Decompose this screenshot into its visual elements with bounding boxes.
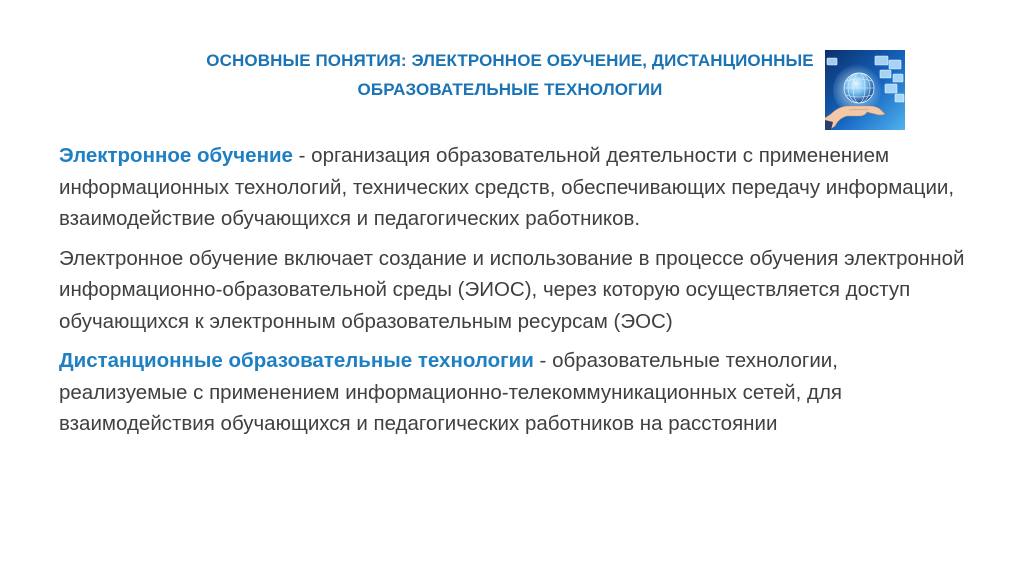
definition-distance-tech: - образовательные технологии, реализуемые с применением информационно-телекоммуникационных сетей, для взаимодействия обучающихся и педагогических работников на расстоянии [59,349,843,435]
term-distance-tech: Дистанционные образовательные технологии [59,349,534,372]
eios-text: Электронное обучение включает создание и использование в процессе обучения электронной информационно-образовательной среды (ЭИОС), через которую осуществляется доступ обучающихся к электронным образовательным ресурсам (ЭОС) [59,246,965,333]
definition-e-learning: - организация образовательной деятельности с применением информационных технологий, технических средств, обеспечивающих передачу информации, взаимодействие обучающихся и педагогических работников. [59,144,955,230]
slide-body [59,140,969,448]
title-line-1: ОСНОВНЫЕ ПОНЯТИЯ: ЭЛЕКТРОННОЕ ОБУЧЕНИЕ, ДИСТАНЦИОННЫЕ [206,51,814,70]
title-line-2: ОБРАЗОВАТЕЛЬНЫЕ ТЕХНОЛОГИИ [357,80,663,99]
paragraph-eios [59,243,969,338]
term-e-learning: Электронное обучение [59,144,293,167]
hand-holding-globe-network-icon [825,50,905,130]
paragraph-distance-tech [59,345,969,440]
paragraph-e-learning [59,140,969,235]
slide-title [110,46,910,104]
